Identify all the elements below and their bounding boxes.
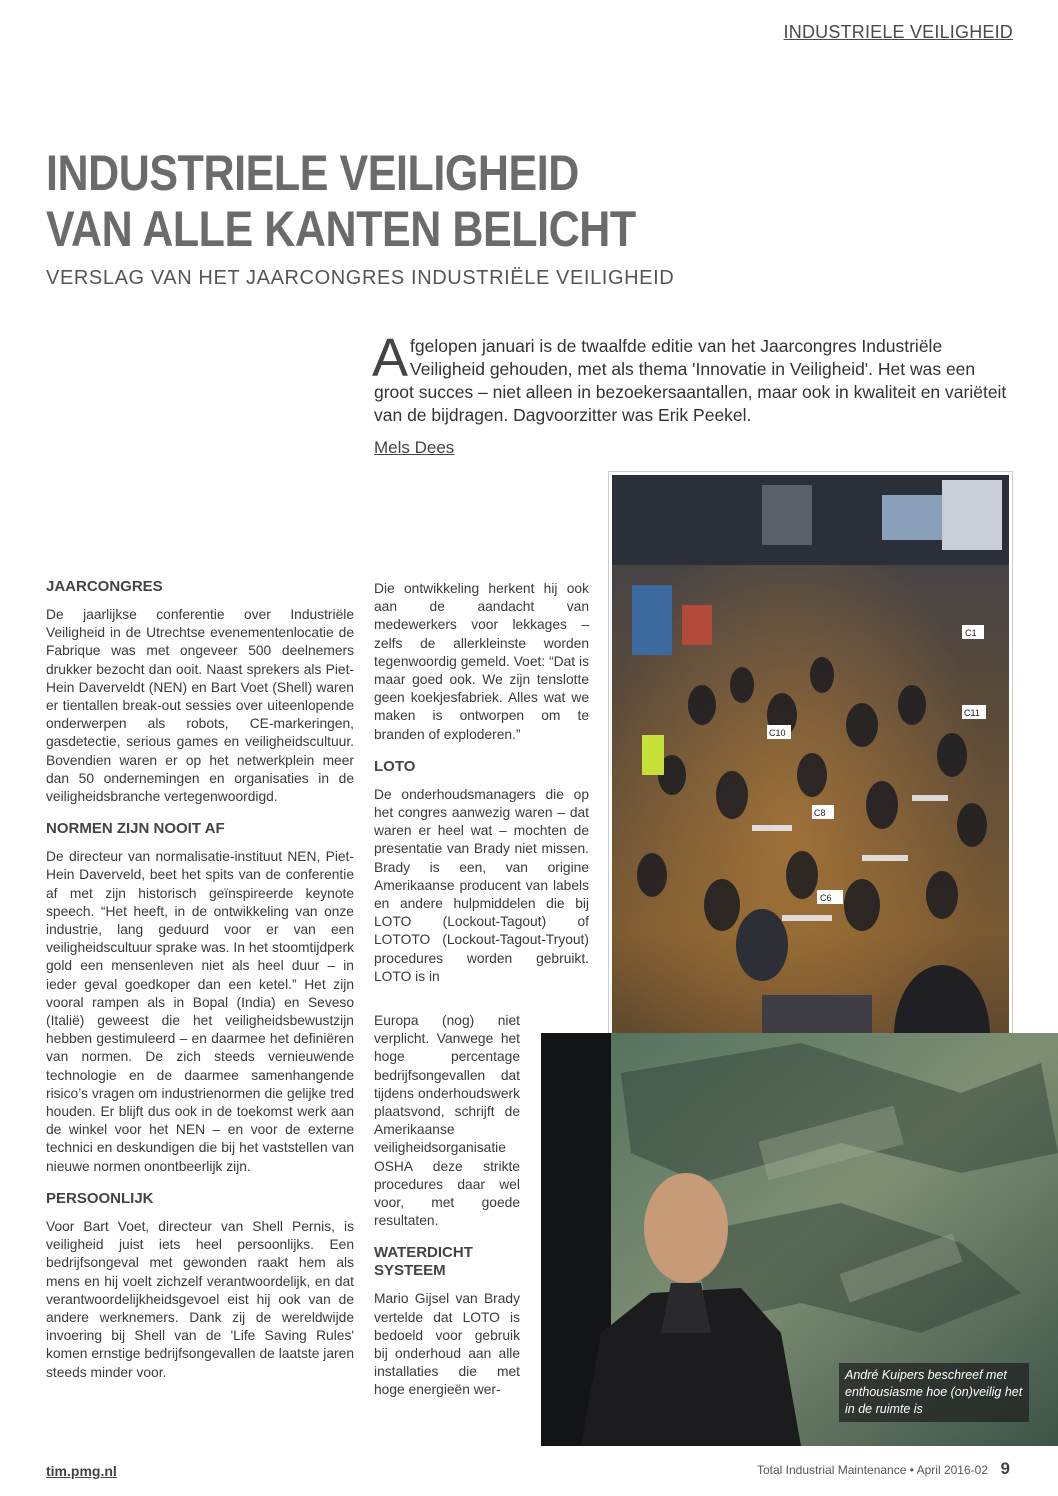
heading-loto: LOTO (374, 757, 416, 775)
middle-column-lower (374, 1012, 520, 1414)
congress-floor-photo (612, 475, 1009, 1128)
headline (46, 145, 648, 257)
footer-publication: Total Industrial Maintenance • April 2016-02 (756, 1463, 988, 1477)
section-label: INDUSTRIELE VEILIGHEID (783, 22, 1013, 42)
heading-jaarcongres: JAARCONGRES (46, 578, 163, 595)
booth-label: C8 (814, 808, 826, 818)
booth-label: C1 (965, 628, 977, 638)
intro-paragraph (372, 328, 1014, 427)
heading-waterdicht: WATERDICHT SYSTEEM (374, 1244, 473, 1280)
paragraph: De onderhoudsmanagers die op het congres aanwezig waren – dat waren er heel wat – mochten de presentatie van Brady niet missen. Brady is een, van origine Amerikaanse producent van labels en andere hulpmiddelen die bij LOTO (Lockout-Tagout) of LOTOTO (Lockout-Tagout-Tryout) procedures worden gebruikt. LOTO is in (374, 786, 589, 984)
paragraph: Mario Gijsel van Brady vertelde dat LOTO is bedoeld voor gebruik bij onderhoud aan alle installaties die met hoge energieën wer- (374, 1291, 520, 1398)
paragraph: De directeur van normalisatie-instituut NEN, Piet-Hein Daverveld, beet het spits van de conferentie af met zijn historisch geïnspireerde keynote speech. “Het heeft, in de ontwikkeling van onze industrie, lang geduurd voor er van een veiligheidscultuur sprake was. In het stoomtijdperk gold een mensenleven niet als heel duur – in ieder geval goedkoper dan een ketel.” Het zijn vooral rampen als in Bopal (India) en Seveso (Italië) geweest die het veiligheidsbewustzijn hebben gestimuleerd – en daarmee het definiëren van normen. De zich steeds vernieuwende technologie en de daarmee samenhangende risico’s vragen om industrienormen die gelijke tred houden. Er blijft dus ook in de toekomst werk aan de winkel voor het NEN – en voor de externe technici en deskundigen die bij het vaststellen van nieuwe normen onontbeerlijk zijn. (46, 849, 354, 1174)
heading-persoonlijk: PERSOONLIJK (46, 1189, 154, 1207)
intro-text: fgelopen januari is de twaalfde editie van het Jaarcongres Industriële Veiligheid gehouden, met als thema 'Innovatie in Veiligheid'. Het was een groot succes – niet alleen in bezoekersaantallen, maar ook in kwaliteit en variëteit van de bijdragen. Dagvoorzitter was Erik Peekel. (374, 336, 1007, 425)
booth-label: C11 (964, 708, 980, 718)
page-number: 9 (1000, 1459, 1010, 1478)
author-byline[interactable]: Mels Dees (374, 438, 455, 457)
paragraph: Voor Bart Voet, directeur van Shell Pernis, is veiligheid juist iets heel persoonlijks. Een bedrijfsongeval met gewonden raakt hem als mens en hij voelt zichzelf verantwoordelijk, en dat verantwoordelijkheidsgevoel eist hij ook van de andere werknemers. Dank zij de wereldwijde invoering bij Shell van de 'Life Saving Rules' komen ernstige bedrijfsongevallen de laatste jaren steeds minder voor. (46, 1218, 354, 1380)
left-column (46, 578, 354, 1396)
footer-url-link[interactable]: tim.pmg.nl (46, 1463, 117, 1479)
headline-line-2: VAN ALLE KANTEN BELICHT (46, 201, 636, 257)
speaker-head (644, 1173, 728, 1283)
heading-normen: NORMEN ZIJN NOOIT AF (46, 820, 225, 838)
paragraph: Die ontwikkeling herkent hij ook aan de aandacht van medewerkers voor lekkages – zelfs de allerkleinste worden tegenwoordig gemeld. Voet: “Dat is maar goed ook. We zijn tenslotte geen koekjesfabriek. Alles wat we maken is ontworpen om te branden of exploderen.” (374, 581, 589, 742)
subtitle: VERSLAG VAN HET JAARCONGRES INDUSTRIËLE VEILIGHEID (46, 267, 675, 289)
middle-column (374, 580, 589, 986)
paragraph: De jaarlijkse conferentie over Industriële Veiligheid in de Utrechtse evenementenlocatie de Fabrique was met ongeveer 500 deelnemers drukker bezocht dan ooit. Naast sprekers als Piet-Hein Daverveldt (NEN) en Bart Voet (Shell) waren er tientallen break-out sessies over uiteenlopende onderwerpen als robots, CE-markeringen, gasdetectie, serious games en veiligheidscultuur. Bovendien waren er op het netwerkplein meer dan 50 ondernemingen en organisaties in de veiligheidsbranche vertegenwoordigd. (46, 607, 354, 805)
photo-caption-bottom: André Kuipers beschreef met enthousiasme hoe (on)veilig het in de ruimte is (839, 1363, 1029, 1422)
booth-label: C10 (769, 728, 786, 738)
paragraph: Europa (nog) niet verplicht. Vanwege het hoge percentage bedrijfsongevallen dat tijdens onderhoudswerk plaatsvond, schrijft de Amerikaanse veiligheidsorganisatie OSHA deze strikte procedures daar wel voor, met goede resultaten. (374, 1013, 520, 1229)
speaker-photo (541, 1033, 1058, 1446)
booth-label: C6 (820, 893, 832, 903)
congress-floor-image (612, 475, 1009, 1128)
headline-line-1: INDUSTRIELE VEILIGHEID (46, 145, 579, 201)
drop-cap: A (372, 328, 409, 388)
